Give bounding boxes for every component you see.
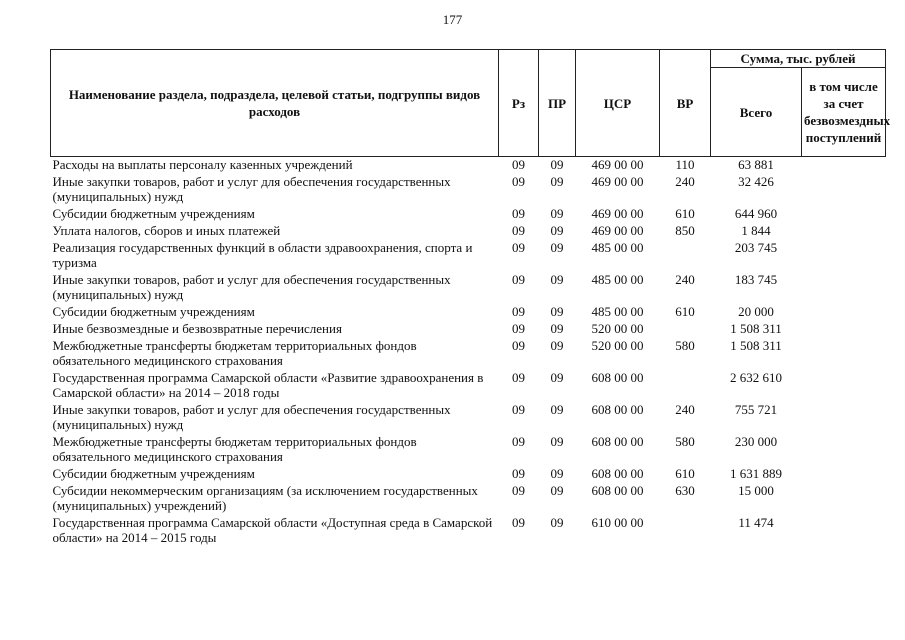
row-vr: 610 xyxy=(675,304,695,319)
row-pr: 09 xyxy=(550,321,564,336)
row-pr: 09 xyxy=(550,402,564,417)
row-total: 63 881 xyxy=(738,157,774,172)
row-name: Иные безвозмездные и безвозвратные перечисления xyxy=(52,321,342,336)
row-pr: 09 xyxy=(550,223,564,238)
row-name: Иные закупки товаров, работ и услуг для обеспечения государственных (муниципальных) нужд xyxy=(52,174,451,204)
row-vr: 240 xyxy=(675,174,695,189)
row-name: Уплата налогов, сборов и иных платежей xyxy=(52,223,281,238)
row-vr: 610 xyxy=(675,466,695,481)
row-vr: 580 xyxy=(675,434,695,449)
row-rz: 09 xyxy=(512,370,525,385)
row-pr: 09 xyxy=(550,174,564,189)
row-vr xyxy=(660,321,711,338)
table-row xyxy=(51,223,886,240)
row-vr: 580 xyxy=(675,338,695,353)
row-rz: 09 xyxy=(512,515,525,530)
row-free-receipts xyxy=(802,206,886,223)
row-name: Иные закупки товаров, работ и услуг для обеспечения государственных (муниципальных) нужд xyxy=(52,402,451,432)
page-number: 177 xyxy=(442,12,463,27)
row-csr: 469 00 00 xyxy=(591,206,644,221)
row-total: 755 721 xyxy=(734,402,778,417)
row-total: 2 632 610 xyxy=(730,370,782,385)
row-total: 203 745 xyxy=(734,240,778,255)
header-free-receipts: в том числе за счет безвозмездных поступлений xyxy=(802,68,886,157)
table-row xyxy=(51,370,886,402)
row-vr xyxy=(660,240,711,272)
table-row xyxy=(51,466,886,483)
table-row xyxy=(51,304,886,321)
row-name: Межбюджетные трансферты бюджетам территориальных фондов обязательного медицинского страхования xyxy=(52,434,417,464)
table-header xyxy=(51,50,891,157)
row-vr: 630 xyxy=(675,483,695,498)
table-row xyxy=(51,483,886,515)
row-pr: 09 xyxy=(550,272,564,287)
row-csr: 610 00 00 xyxy=(591,515,644,530)
row-total: 230 000 xyxy=(734,434,778,449)
table-row xyxy=(51,402,886,434)
row-csr: 520 00 00 xyxy=(591,338,644,353)
table-row xyxy=(51,338,886,370)
row-free-receipts xyxy=(802,240,886,272)
row-rz: 09 xyxy=(512,434,525,449)
row-total: 1 631 889 xyxy=(730,466,782,481)
row-free-receipts xyxy=(802,157,886,175)
row-pr: 09 xyxy=(550,370,564,385)
row-total: 15 000 xyxy=(738,483,774,498)
row-free-receipts xyxy=(802,272,886,304)
row-vr xyxy=(660,515,711,547)
row-total: 11 474 xyxy=(738,515,774,530)
row-rz: 09 xyxy=(512,338,525,353)
row-pr: 09 xyxy=(550,434,564,449)
row-vr: 240 xyxy=(675,272,695,287)
row-rz: 09 xyxy=(512,272,525,287)
row-vr xyxy=(660,370,711,402)
row-name: Государственная программа Самарской области «Развитие здравоохранения в Самарской области» на 2014 – 2018 годы xyxy=(52,370,484,400)
row-csr: 485 00 00 xyxy=(591,272,644,287)
row-total: 1 844 xyxy=(741,223,771,238)
row-csr: 469 00 00 xyxy=(591,174,644,189)
row-name: Субсидии бюджетным учреждениям xyxy=(52,466,255,481)
row-name: Субсидии бюджетным учреждениям xyxy=(52,304,255,319)
table-row xyxy=(51,240,886,272)
table-row xyxy=(51,206,886,223)
row-rz: 09 xyxy=(512,223,525,238)
row-rz: 09 xyxy=(512,240,525,255)
header-total: Всего xyxy=(711,68,802,157)
row-name: Субсидии некоммерческим организациям (за исключением государственных (муниципальных) учреждений) xyxy=(52,483,478,513)
row-csr: 608 00 00 xyxy=(591,483,644,498)
row-free-receipts xyxy=(802,321,886,338)
row-rz: 09 xyxy=(512,174,525,189)
row-name: Межбюджетные трансферты бюджетам территориальных фондов обязательного медицинского страхования xyxy=(52,338,417,368)
table-row xyxy=(51,515,886,547)
row-csr: 485 00 00 xyxy=(591,304,644,319)
row-vr: 110 xyxy=(675,157,695,172)
row-pr: 09 xyxy=(550,304,564,319)
row-free-receipts xyxy=(802,434,886,466)
header-sum-group: Сумма, тыс. рублей xyxy=(711,50,886,68)
row-total: 20 000 xyxy=(738,304,774,319)
row-pr: 09 xyxy=(550,206,564,221)
row-csr: 485 00 00 xyxy=(591,240,644,255)
row-total: 183 745 xyxy=(734,272,778,287)
row-csr: 608 00 00 xyxy=(591,466,644,481)
row-name: Реализация государственных функций в области здравоохранения, спорта и туризма xyxy=(52,240,473,270)
row-pr: 09 xyxy=(550,157,564,172)
row-name: Государственная программа Самарской области «Доступная среда в Самарской области» на 2014 – 2015 годы xyxy=(52,515,493,545)
header-pr: ПР xyxy=(539,50,576,157)
row-rz: 09 xyxy=(512,157,525,172)
row-vr: 240 xyxy=(675,402,695,417)
table-row xyxy=(51,321,886,338)
row-free-receipts xyxy=(802,515,886,547)
row-free-receipts xyxy=(802,370,886,402)
header-csr: ЦСР xyxy=(576,50,660,157)
row-total: 644 960 xyxy=(734,206,778,221)
table-row xyxy=(51,272,886,304)
row-csr: 469 00 00 xyxy=(591,157,644,172)
row-csr: 608 00 00 xyxy=(591,434,644,449)
row-rz: 09 xyxy=(512,466,525,481)
row-free-receipts xyxy=(802,466,886,483)
table-row xyxy=(51,174,886,206)
row-pr: 09 xyxy=(550,483,564,498)
row-rz: 09 xyxy=(512,321,525,336)
header-name: Наименование раздела, подраздела, целевой статьи, подгруппы видов расходов xyxy=(51,50,499,157)
row-vr: 850 xyxy=(675,223,695,238)
row-csr: 608 00 00 xyxy=(591,370,644,385)
row-total: 1 508 311 xyxy=(730,338,782,353)
row-free-receipts xyxy=(802,223,886,240)
row-pr: 09 xyxy=(550,338,564,353)
row-free-receipts xyxy=(802,338,886,370)
row-rz: 09 xyxy=(512,206,525,221)
table-row xyxy=(51,157,886,175)
row-name: Субсидии бюджетным учреждениям xyxy=(52,206,255,221)
row-free-receipts xyxy=(802,304,886,321)
row-free-receipts xyxy=(802,402,886,434)
header-rz: Рз xyxy=(499,50,539,157)
table-row xyxy=(51,434,886,466)
table-body xyxy=(51,157,886,548)
row-free-receipts xyxy=(802,174,886,206)
row-total: 32 426 xyxy=(738,174,774,189)
row-total: 1 508 311 xyxy=(730,321,782,336)
row-name: Иные закупки товаров, работ и услуг для обеспечения государственных (муниципальных) нужд xyxy=(52,272,451,302)
budget-table xyxy=(50,49,891,547)
row-pr: 09 xyxy=(550,240,564,255)
row-rz: 09 xyxy=(512,304,525,319)
row-vr: 610 xyxy=(675,206,695,221)
row-name: Расходы на выплаты персоналу казенных учреждений xyxy=(52,157,353,172)
row-pr: 09 xyxy=(550,466,564,481)
row-rz: 09 xyxy=(512,402,525,417)
row-csr: 469 00 00 xyxy=(591,223,644,238)
row-free-receipts xyxy=(802,483,886,515)
row-pr: 09 xyxy=(550,515,564,530)
header-vr: ВР xyxy=(660,50,711,157)
row-csr: 608 00 00 xyxy=(591,402,644,417)
row-csr: 520 00 00 xyxy=(591,321,644,336)
row-rz: 09 xyxy=(512,483,525,498)
